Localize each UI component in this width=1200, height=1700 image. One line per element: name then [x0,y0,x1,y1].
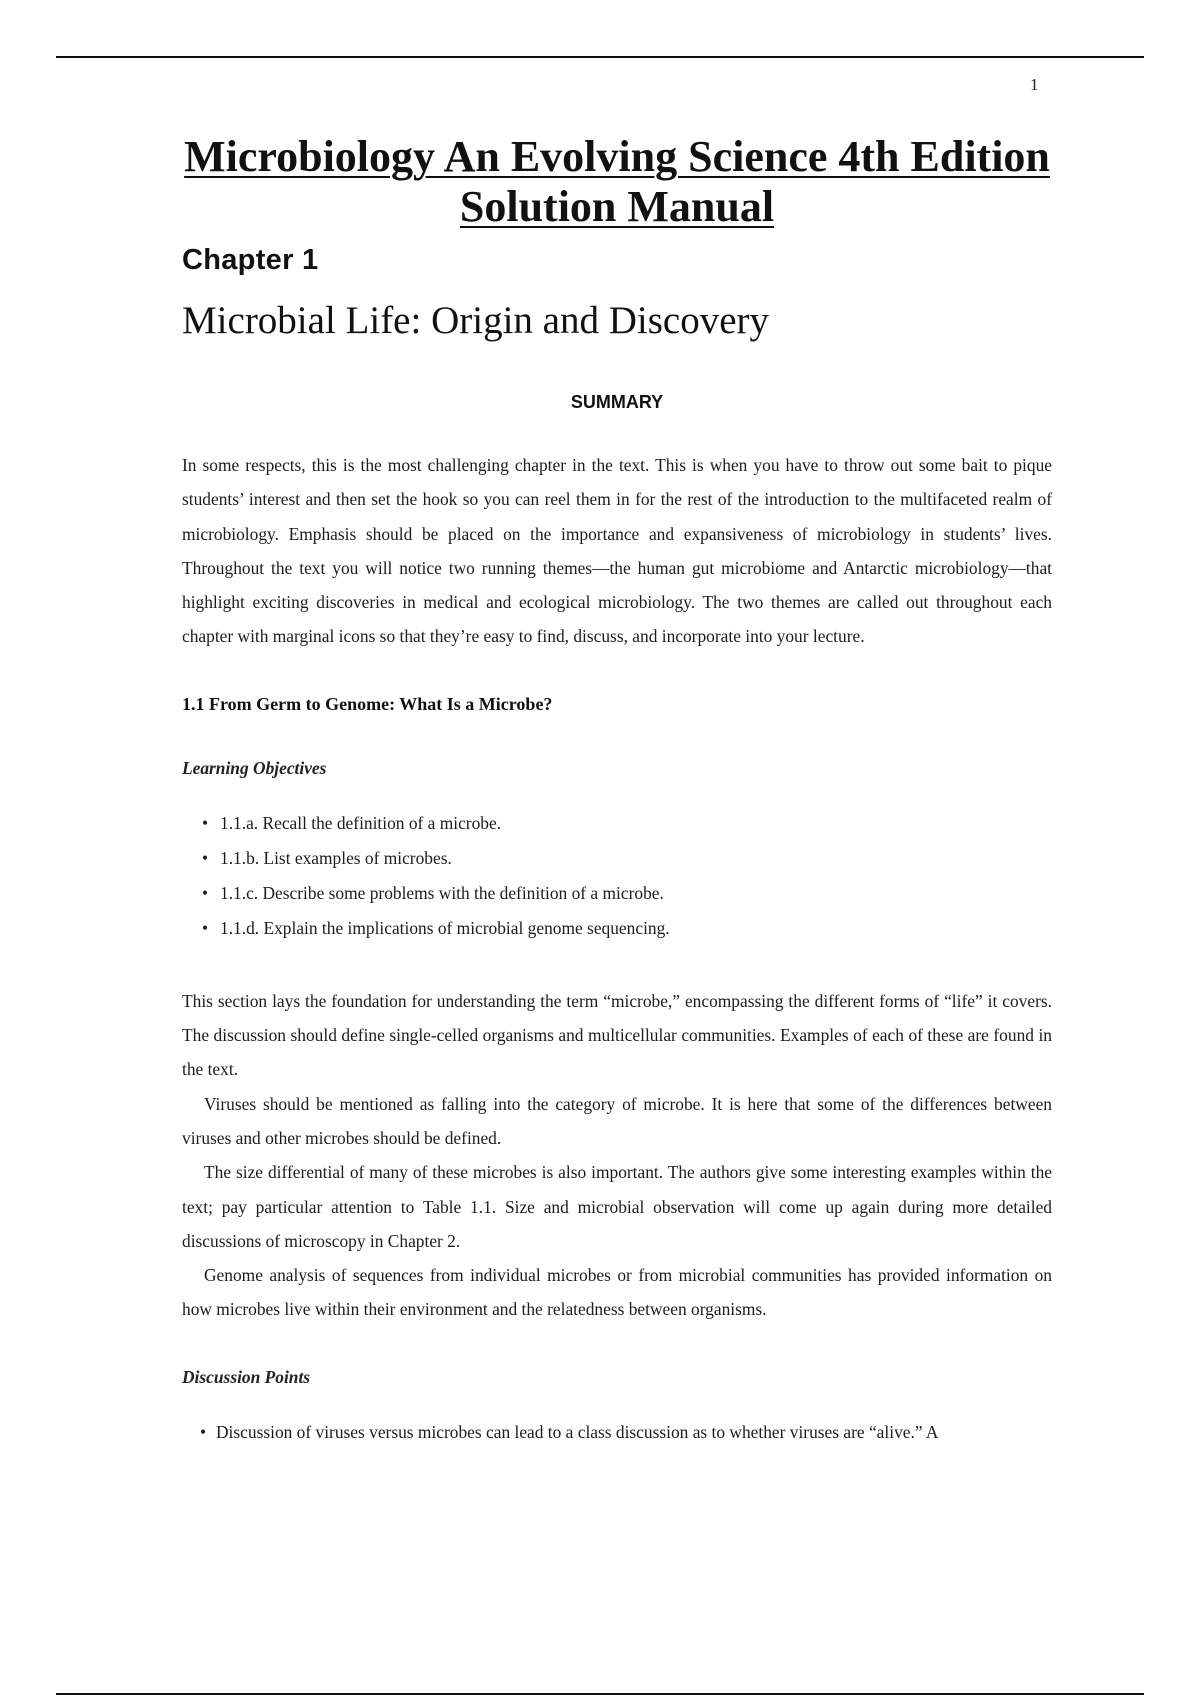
chapter-label: Chapter 1 [182,244,319,276]
section-1-1-body [182,984,1052,1327]
top-rule [56,56,1144,58]
body-paragraph: This section lays the foundation for understanding the term “microbe,” encompassing the different forms of “life” it covers. The discussion should define single-celled organisms and multicellular communities. Examples of each of these are found in the text. [182,990,1052,1080]
body-paragraph: The size differential of many of these microbes is also important. The authors give some interesting examples within the text; pay particular attention to Table 1.1. Size and microbial observation will come up again during more detailed discussions of microscopy in Chapter 2. [182,1162,1052,1251]
bottom-rule [56,1693,1144,1695]
bullet-icon: • [202,917,209,938]
body-paragraph: Viruses should be mentioned as falling into the category of microbe. It is here that some of the differences between viruses and other microbes should be defined. [182,1093,1052,1148]
objective-text: 1.1.c. Describe some problems with the definition of a microbe. [220,882,664,903]
learning-objectives-heading: Learning Objectives [182,757,327,778]
objective-text: 1.1.d. Explain the implications of microbial genome sequencing. [220,917,670,938]
bullet-icon: • [200,1421,207,1442]
list-item [200,1415,1052,1450]
document-title-line-2: Solution Manual [459,182,775,231]
list-item [202,911,1052,946]
page-number: 1 [1030,75,1039,94]
document-title [182,132,1052,232]
learning-objectives-list [182,806,1052,946]
list-item [202,806,1052,841]
bullet-icon: • [202,847,209,868]
list-item [202,876,1052,911]
bullet-icon: • [202,812,209,833]
page-content [182,132,1052,1450]
bullet-icon: • [202,882,209,903]
chapter-title: Microbial Life: Origin and Discovery [182,299,769,342]
discussion-points-list [182,1415,1052,1450]
discussion-points-heading: Discussion Points [182,1366,311,1387]
body-paragraph: Genome analysis of sequences from individual microbes or from microbial communities has provided information on how microbes live within their environment and the relatedness between organisms. [182,1265,1052,1320]
objective-text: 1.1.a. Recall the definition of a microbe. [220,812,502,833]
objective-text: 1.1.b. List examples of microbes. [220,847,452,868]
document-title-line-1: Microbiology An Evolving Science 4th Edition [184,132,1050,181]
list-item [202,841,1052,876]
summary-heading: SUMMARY [570,392,664,412]
section-1-1-heading: 1.1 From Germ to Genome: What Is a Microbe? [182,693,553,714]
discussion-point-text: Discussion of viruses versus microbes can lead to a class discussion as to whether viruses are “alive.” A [216,1421,939,1442]
summary-paragraph: In some respects, this is the most challenging chapter in the text. This is when you have to throw out some bait to pique students’ interest and then set the hook so you can reel them in for the rest of the introduction to the multifaceted realm of microbiology. Emphasis should be placed on the importance and expansiveness of microbiology in students’ lives. Throughout the text you will notice two running themes—the human gut microbiome and Antarctic microbiology—that highlight exciting discoveries in medical and ecological microbiology. The two themes are called out throughout each chapter with marginal icons so that they’re easy to find, discuss, and incorporate into your lecture. [182,455,1052,647]
